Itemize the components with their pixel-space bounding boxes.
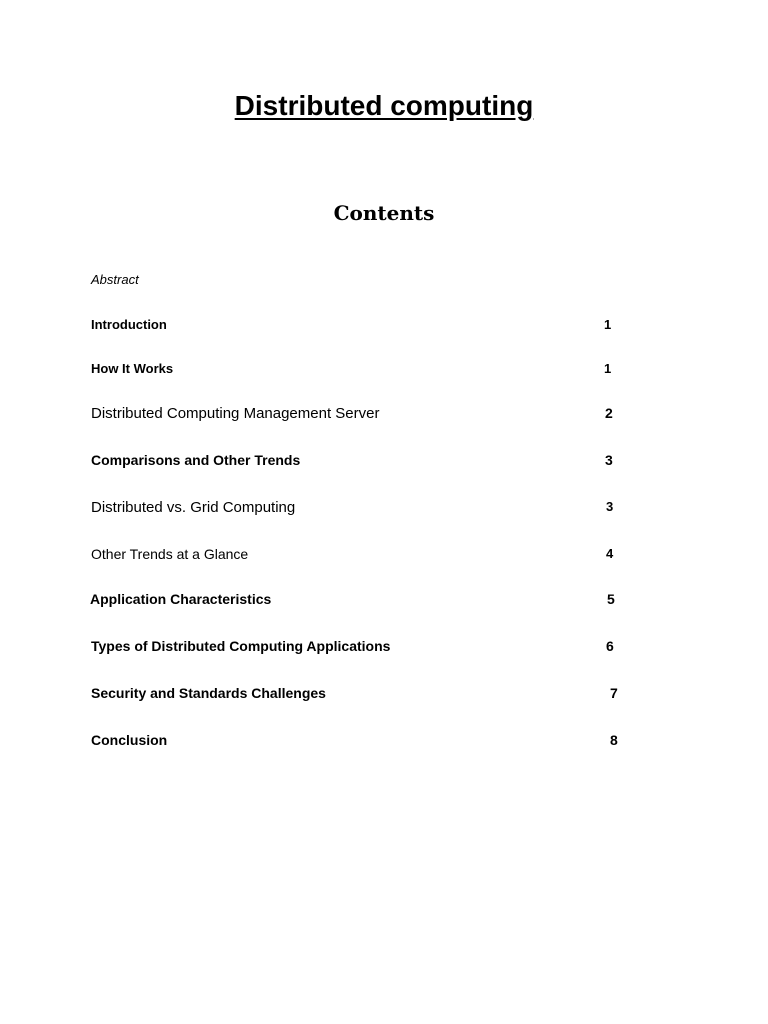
toc-entry-other-trends [0,546,768,566]
toc-entry-application-characteristics [0,591,768,611]
toc-entry-label: How It Works [91,361,174,376]
toc-entry-label: Security and Standards Challenges [91,685,326,701]
toc-entry-comparisons [0,452,768,472]
toc-entry-grid-computing [0,499,768,519]
toc-entry-label: Distributed Computing Management Server [91,405,380,422]
contents-heading: Contents [333,201,435,225]
toc-entry-abstract [0,272,768,292]
toc-entry-conclusion [0,732,768,752]
toc-entry-page: 6 [606,638,614,654]
toc-entry-page: 1 [604,361,612,376]
toc-entry-page: 3 [606,499,614,514]
toc-entry-label: Other Trends at a Glance [91,546,249,562]
toc-entry-page: 7 [610,685,618,701]
toc-entry-page: 1 [604,317,612,332]
toc-entry-application-types [0,638,768,658]
toc-entry-page: 5 [607,591,615,607]
toc-entry-management-server [0,405,768,425]
toc-entry-how-it-works [0,361,768,381]
toc-entry-label: Conclusion [91,732,168,748]
toc-entry-page: 8 [610,732,618,748]
toc-entry-label: Introduction [91,317,167,332]
toc-entry-security [0,685,768,705]
toc-entry-label: Abstract [91,272,139,287]
toc-entry-label: Application Characteristics [90,591,272,607]
toc-entry-introduction [0,317,768,337]
toc-entry-label: Comparisons and Other Trends [91,452,301,468]
toc-entry-page: 4 [606,546,614,561]
toc-entry-label: Types of Distributed Computing Applications [91,638,391,654]
document-title: Distributed computing [234,90,534,121]
toc-entry-page: 2 [605,405,613,421]
toc-entry-page: 3 [605,452,613,468]
toc-entry-label: Distributed vs. Grid Computing [91,499,296,516]
